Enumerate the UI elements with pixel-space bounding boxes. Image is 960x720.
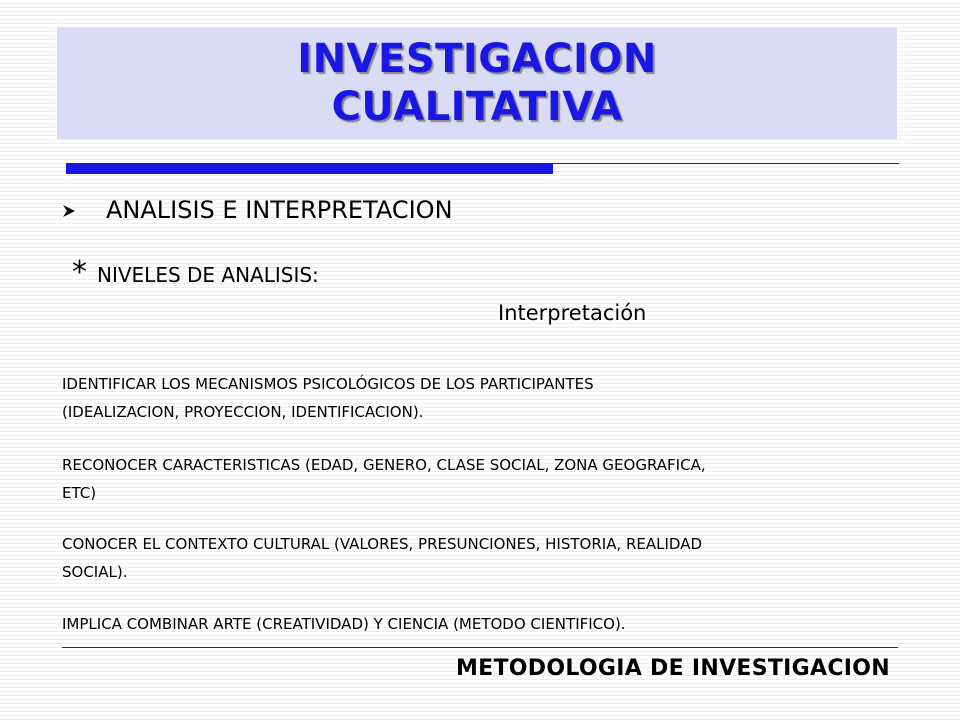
arrow-bullet-icon (62, 203, 76, 217)
paragraph-3-line-2: SOCIAL). (62, 563, 128, 581)
slide-title-line-2: CUALITATIVA (331, 84, 623, 130)
footer-divider (62, 647, 898, 648)
accent-bar (66, 163, 553, 174)
paragraph-2-line-2: ETC) (62, 484, 97, 502)
subheading: Interpretación (498, 301, 647, 325)
paragraph-2 (62, 451, 902, 507)
asterisk-marker: * (72, 255, 87, 290)
paragraph-2-line-1: RECONOCER CARACTERISTICAS (EDAD, GENERO, CLASE SOCIAL, ZONA GEOGRAFICA, (62, 456, 706, 474)
paragraph-4 (62, 610, 902, 638)
paragraph-3-line-1: CONOCER EL CONTEXTO CULTURAL (VALORES, PRESUNCIONES, HISTORIA, REALIDAD (62, 535, 703, 553)
slide-title-line-1: INVESTIGACION (297, 36, 657, 82)
footer-title: METODOLOGIA DE INVESTIGACION (455, 656, 890, 681)
bullet-row (62, 194, 453, 226)
levels-label: NIVELES DE ANALISIS: (97, 263, 319, 287)
paragraph-1-line-2: (IDEALIZACION, PROYECCION, IDENTIFICACION). (62, 403, 424, 421)
paragraph-3 (62, 530, 902, 586)
bullet-heading: ANALISIS E INTERPRETACION (106, 196, 453, 224)
title-banner (57, 27, 897, 139)
paragraph-1 (62, 370, 902, 426)
paragraph-1-line-1: IDENTIFICAR LOS MECANISMOS PSICOLÓGICOS DE LOS PARTICIPANTES (62, 375, 594, 393)
paragraph-4-line-1: IMPLICA COMBINAR ARTE (CREATIVIDAD) Y CIENCIA (METODO CIENTIFICO). (62, 615, 626, 633)
accent-divider (553, 163, 899, 164)
levels-row (72, 255, 319, 291)
